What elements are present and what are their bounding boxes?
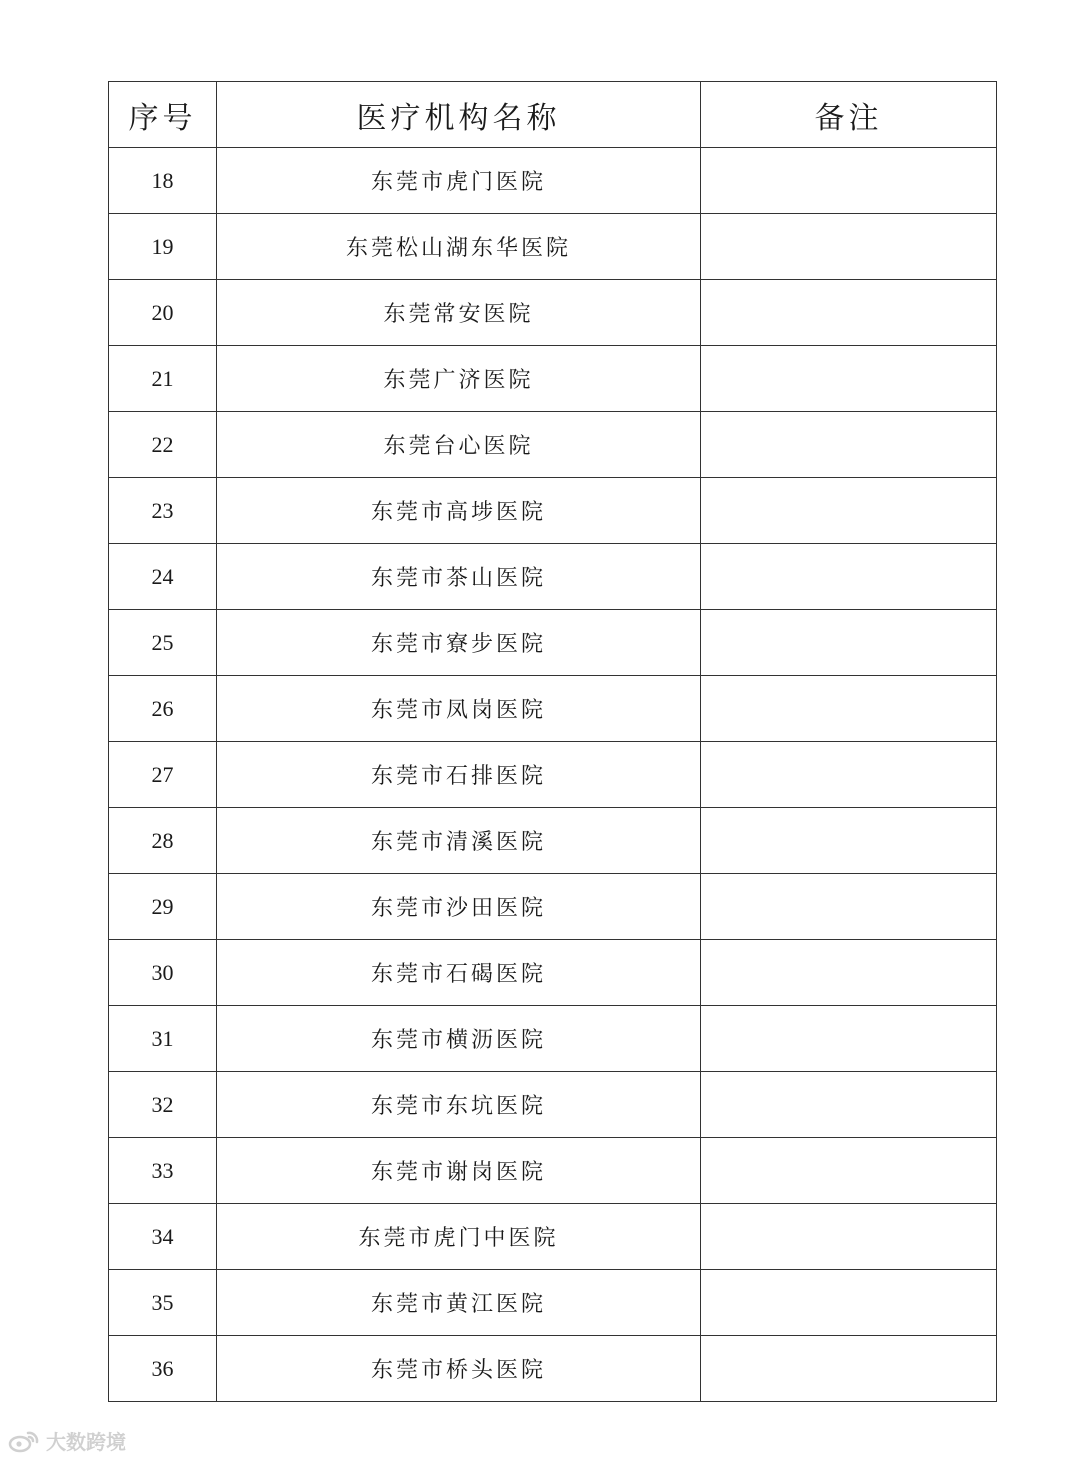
row-remark [701, 544, 997, 610]
row-index: 26 [109, 676, 217, 742]
row-hospital-name: 东莞市凤岗医院 [217, 676, 701, 742]
row-index: 24 [109, 544, 217, 610]
row-hospital-name: 东莞市高埗医院 [217, 478, 701, 544]
table-row [109, 412, 997, 478]
row-remark [701, 346, 997, 412]
row-hospital-name: 东莞常安医院 [217, 280, 701, 346]
row-remark [701, 1072, 997, 1138]
row-remark [701, 940, 997, 1006]
row-index: 33 [109, 1138, 217, 1204]
row-hospital-name: 东莞台心医院 [217, 412, 701, 478]
table-row [109, 1006, 997, 1072]
table-row [109, 610, 997, 676]
header-remark: 备注 [701, 82, 997, 148]
row-hospital-name: 东莞市茶山医院 [217, 544, 701, 610]
row-index: 36 [109, 1336, 217, 1402]
row-remark [701, 808, 997, 874]
row-index: 34 [109, 1204, 217, 1270]
row-index: 31 [109, 1006, 217, 1072]
row-remark [701, 610, 997, 676]
row-hospital-name: 东莞市谢岗医院 [217, 1138, 701, 1204]
table-row [109, 544, 997, 610]
watermark [8, 1426, 126, 1455]
row-remark [701, 1270, 997, 1336]
row-remark [701, 148, 997, 214]
table-body [109, 148, 997, 1402]
row-hospital-name: 东莞市黄江医院 [217, 1270, 701, 1336]
row-hospital-name: 东莞市寮步医院 [217, 610, 701, 676]
row-remark [701, 676, 997, 742]
table-row [109, 346, 997, 412]
table-row [109, 1336, 997, 1402]
row-hospital-name: 东莞市清溪医院 [217, 808, 701, 874]
table-row [109, 742, 997, 808]
table-row [109, 940, 997, 1006]
row-remark [701, 1336, 997, 1402]
row-remark [701, 412, 997, 478]
row-hospital-name: 东莞市沙田医院 [217, 874, 701, 940]
weibo-logo-icon [8, 1429, 42, 1453]
table-row [109, 280, 997, 346]
header-row [109, 82, 997, 148]
table-row [109, 148, 997, 214]
row-hospital-name: 东莞市虎门医院 [217, 148, 701, 214]
row-hospital-name: 东莞市石碣医院 [217, 940, 701, 1006]
row-index: 23 [109, 478, 217, 544]
row-index: 29 [109, 874, 217, 940]
table-row [109, 1138, 997, 1204]
row-index: 32 [109, 1072, 217, 1138]
header-name: 医疗机构名称 [217, 82, 701, 148]
table-row [109, 808, 997, 874]
row-index: 25 [109, 610, 217, 676]
watermark-text: 大数跨境 [46, 1430, 126, 1454]
table-row [109, 874, 997, 940]
row-hospital-name: 东莞市横沥医院 [217, 1006, 701, 1072]
row-hospital-name: 东莞市桥头医院 [217, 1336, 701, 1402]
row-remark [701, 742, 997, 808]
row-index: 35 [109, 1270, 217, 1336]
row-remark [701, 478, 997, 544]
table-row [109, 1270, 997, 1336]
row-index: 27 [109, 742, 217, 808]
row-remark [701, 214, 997, 280]
row-index: 30 [109, 940, 217, 1006]
row-index: 28 [109, 808, 217, 874]
table-row [109, 1072, 997, 1138]
header-index: 序号 [109, 82, 217, 148]
row-index: 20 [109, 280, 217, 346]
row-hospital-name: 东莞广济医院 [217, 346, 701, 412]
row-index: 18 [109, 148, 217, 214]
row-index: 19 [109, 214, 217, 280]
row-index: 21 [109, 346, 217, 412]
row-remark [701, 1204, 997, 1270]
table-row [109, 214, 997, 280]
row-hospital-name: 东莞松山湖东华医院 [217, 214, 701, 280]
row-remark [701, 1138, 997, 1204]
row-remark [701, 1006, 997, 1072]
row-remark [701, 280, 997, 346]
table-row [109, 478, 997, 544]
table-row [109, 1204, 997, 1270]
row-hospital-name: 东莞市东坑医院 [217, 1072, 701, 1138]
table-row [109, 676, 997, 742]
hospital-table [108, 81, 997, 1402]
row-hospital-name: 东莞市虎门中医院 [217, 1204, 701, 1270]
row-hospital-name: 东莞市石排医院 [217, 742, 701, 808]
row-index: 22 [109, 412, 217, 478]
row-remark [701, 874, 997, 940]
